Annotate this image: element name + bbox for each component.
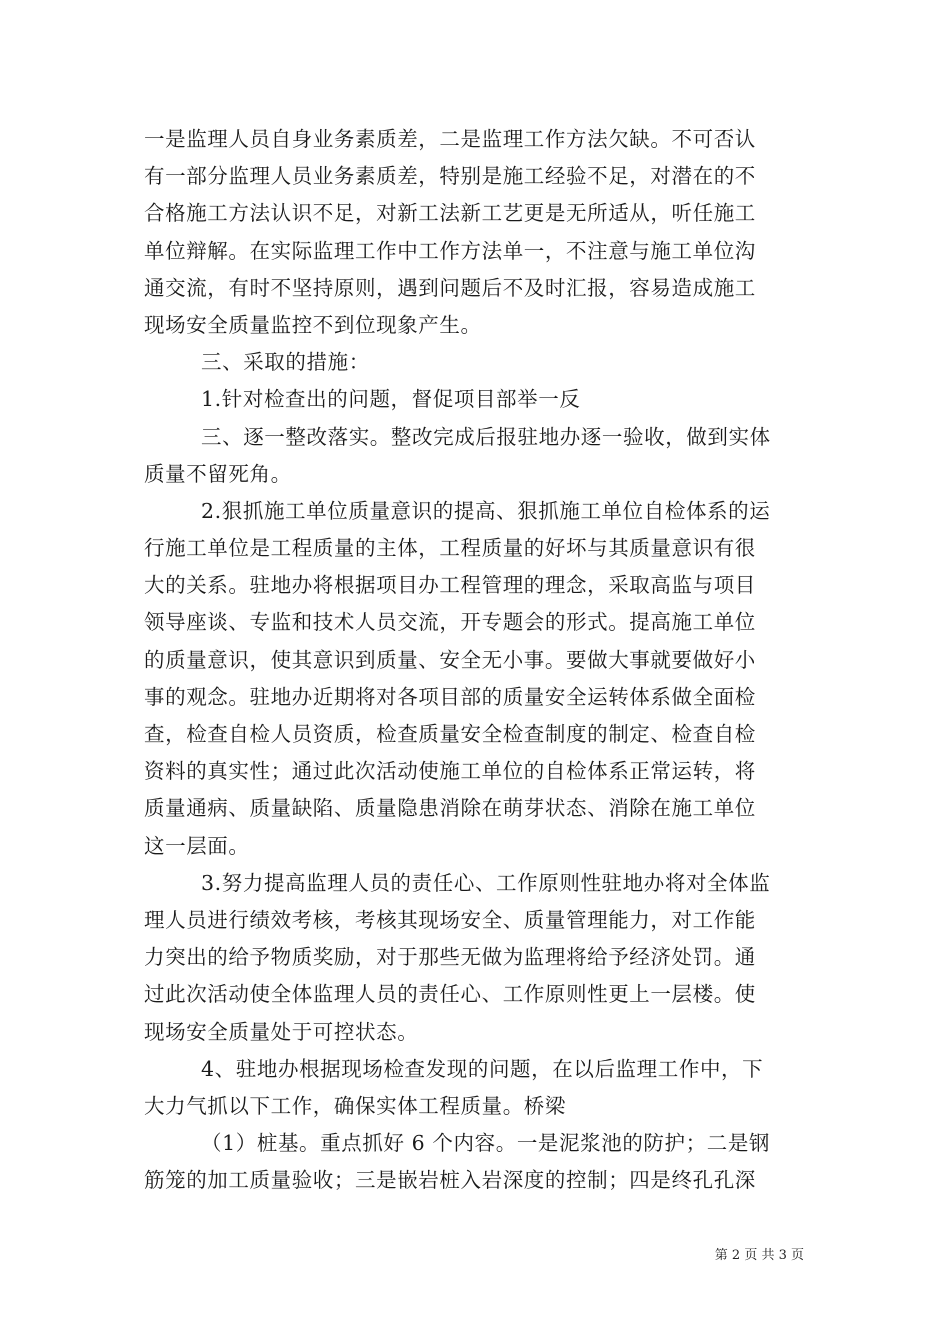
text-line: 大力气抓以下工作，确保实体工程质量。桥梁 xyxy=(144,1093,566,1118)
text-line: 4、驻地办根据现场检查发现的问题，在以后监理工作中，下 xyxy=(201,1056,764,1081)
text-line: 的质量意识，使其意识到质量、安全无小事。要做大事就要做好小 xyxy=(144,647,756,672)
text-line: 行施工单位是工程质量的主体，工程质量的好坏与其质量意识有很 xyxy=(144,536,756,561)
text-line: 2.狠抓施工单位质量意识的提高、狠抓施工单位自检体系的运 xyxy=(201,498,771,523)
text-line: 事的观念。驻地办近期将对各项目部的质量安全运转体系做全面检 xyxy=(144,684,756,709)
text-line: 现场安全质量处于可控状态。 xyxy=(144,1019,419,1044)
text-line: 1.针对检查出的问题，督促项目部举一反 xyxy=(201,387,581,412)
text-line: 一是监理人员自身业务素质差，二是监理工作方法欠缺。不可否认 xyxy=(144,127,756,151)
text-line: 领导座谈、专监和技术人员交流，开专题会的形式。提高施工单位 xyxy=(144,610,756,635)
text-line: 大的关系。驻地办将根据项目办工程管理的理念，采取高监与项目 xyxy=(144,573,756,598)
text-line: 现场安全质量监控不到位现象产生。 xyxy=(144,312,482,337)
text-line: 3.努力提高监理人员的责任心、工作原则性驻地办将对全体监 xyxy=(201,870,771,895)
text-line: 这一层面。 xyxy=(144,833,250,858)
text-line: 质量通病、质量缺陷、质量隐患消除在萌芽状态、消除在施工单位 xyxy=(144,796,756,821)
text-line: 资料的真实性；通过此次活动使施工单位的自检体系正常运转，将 xyxy=(144,759,756,784)
body-text xyxy=(144,121,812,1199)
text-line: 力突出的给予物质奖励，对于那些无做为监理将给予经济处罚。通 xyxy=(144,945,756,970)
text-line: 通交流，有时不坚持原则，遇到问题后不及时汇报，容易造成施工 xyxy=(144,275,756,300)
text-line: 合格施工方法认识不足，对新工法新工艺更是无所适从，听任施工 xyxy=(144,201,756,226)
text-line: 理人员进行绩效考核，考核其现场安全、质量管理能力，对工作能 xyxy=(144,907,756,932)
text-line: 三、逐一整改落实。整改完成后报驻地办逐一验收，做到实体 xyxy=(201,424,771,449)
text-line: 筋笼的加工质量验收；三是嵌岩桩入岩深度的控制；四是终孔孔深 xyxy=(144,1168,756,1193)
text-line: 质量不留死角。 xyxy=(144,461,292,486)
text-line: 过此次活动使全体监理人员的责任心、工作原则性更上一层楼。使 xyxy=(144,982,756,1007)
text-line: 查，检查自检人员资质，检查质量安全检查制度的制定、检查自检 xyxy=(144,722,756,746)
text-line: （1）桩基。重点抓好 6 个内容。一是泥浆池的防护；二是钢 xyxy=(201,1131,771,1156)
text-line: 有一部分监理人员业务素质差，特别是施工经验不足，对潜在的不 xyxy=(144,164,756,189)
page-number: 第 2 页 共 3 页 xyxy=(714,1248,804,1263)
text-line: 单位辩解。在实际监理工作中工作方法单一，不注意与施工单位沟 xyxy=(144,238,756,263)
text-line: 三、采取的措施： xyxy=(201,350,370,375)
